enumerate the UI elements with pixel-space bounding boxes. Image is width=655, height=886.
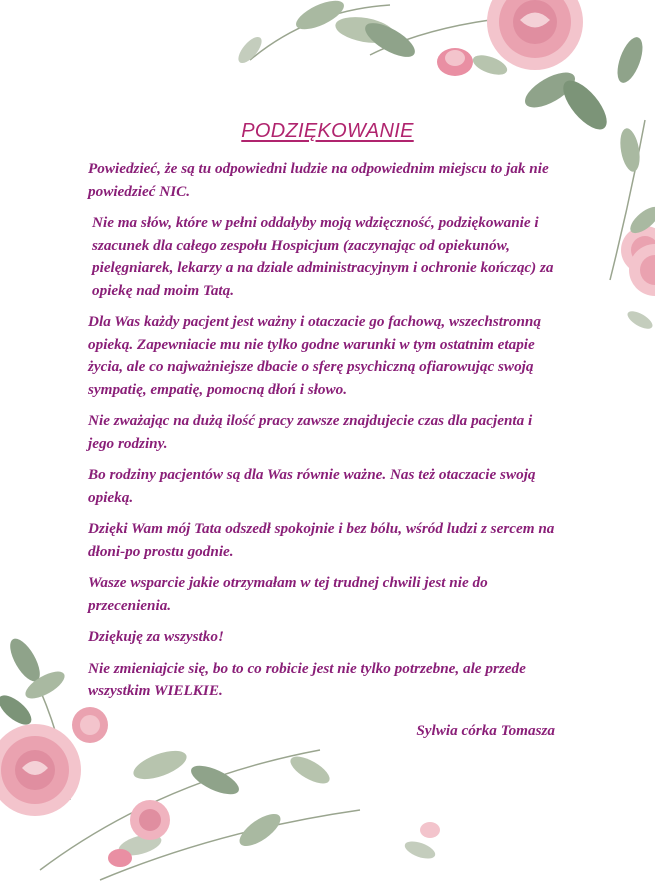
paragraph-2: Nie ma słów, które w pełni oddałyby moją wdzięczność, podziękowanie i szacunek dla całego zespołu Hospicjum (zaczynając od opiekunów, pielęgniarek, lekarzy a na dziale administracyjnym i ochronie kończąc) za opiekę nad moim Tatą. xyxy=(92,214,554,299)
paragraph-6: Dzięki Wam mój Tata odszedł spokojnie i bez bólu, wśród ludzi z sercem na dłoni-po prostu godnie. xyxy=(88,520,555,560)
paragraph-7: Wasze wsparcie jakie otrzymałam w tej trudnej chwili jest nie do przecenienia. xyxy=(88,574,488,614)
paragraph-1: Powiedzieć, że są tu odpowiedni ludzie na odpowiednim miejscu to jak nie powiedzieć NIC. xyxy=(88,160,549,200)
signature: Sylwia córka Tomasza xyxy=(416,722,555,739)
paragraph-8: Dziękuję za wszystko! xyxy=(88,628,224,645)
paragraph-9: Nie zmieniajcie się, bo to co robicie jest nie tylko potrzebne, ale przede wszystkim WIELKIE. xyxy=(88,659,526,699)
rose-decoration-right-edge xyxy=(610,200,655,340)
letter-body xyxy=(88,158,560,712)
letter-title: PODZIĘKOWANIE xyxy=(241,120,414,142)
paragraph-5: Bo rodziny pacjentów są dla Was równie ważne. Nas też otaczacie swoją opieką. xyxy=(88,466,536,506)
paragraph-4: Nie zważając na dużą ilość pracy zawsze znajdujecie czas dla pacjenta i jego rodziny. xyxy=(88,412,533,452)
paragraph-3: Dla Was każdy pacjent jest ważny i otaczacie go fachową, wszechstronną opieką. Zapewniacie mu nie tylko godne warunki w tym ostatnim etapie życia, ale co najważniejsze dbacie o sferę psychiczną ofiarowując swoją sympatię, empatię, pomocną dłoń i słowo. xyxy=(88,313,541,398)
